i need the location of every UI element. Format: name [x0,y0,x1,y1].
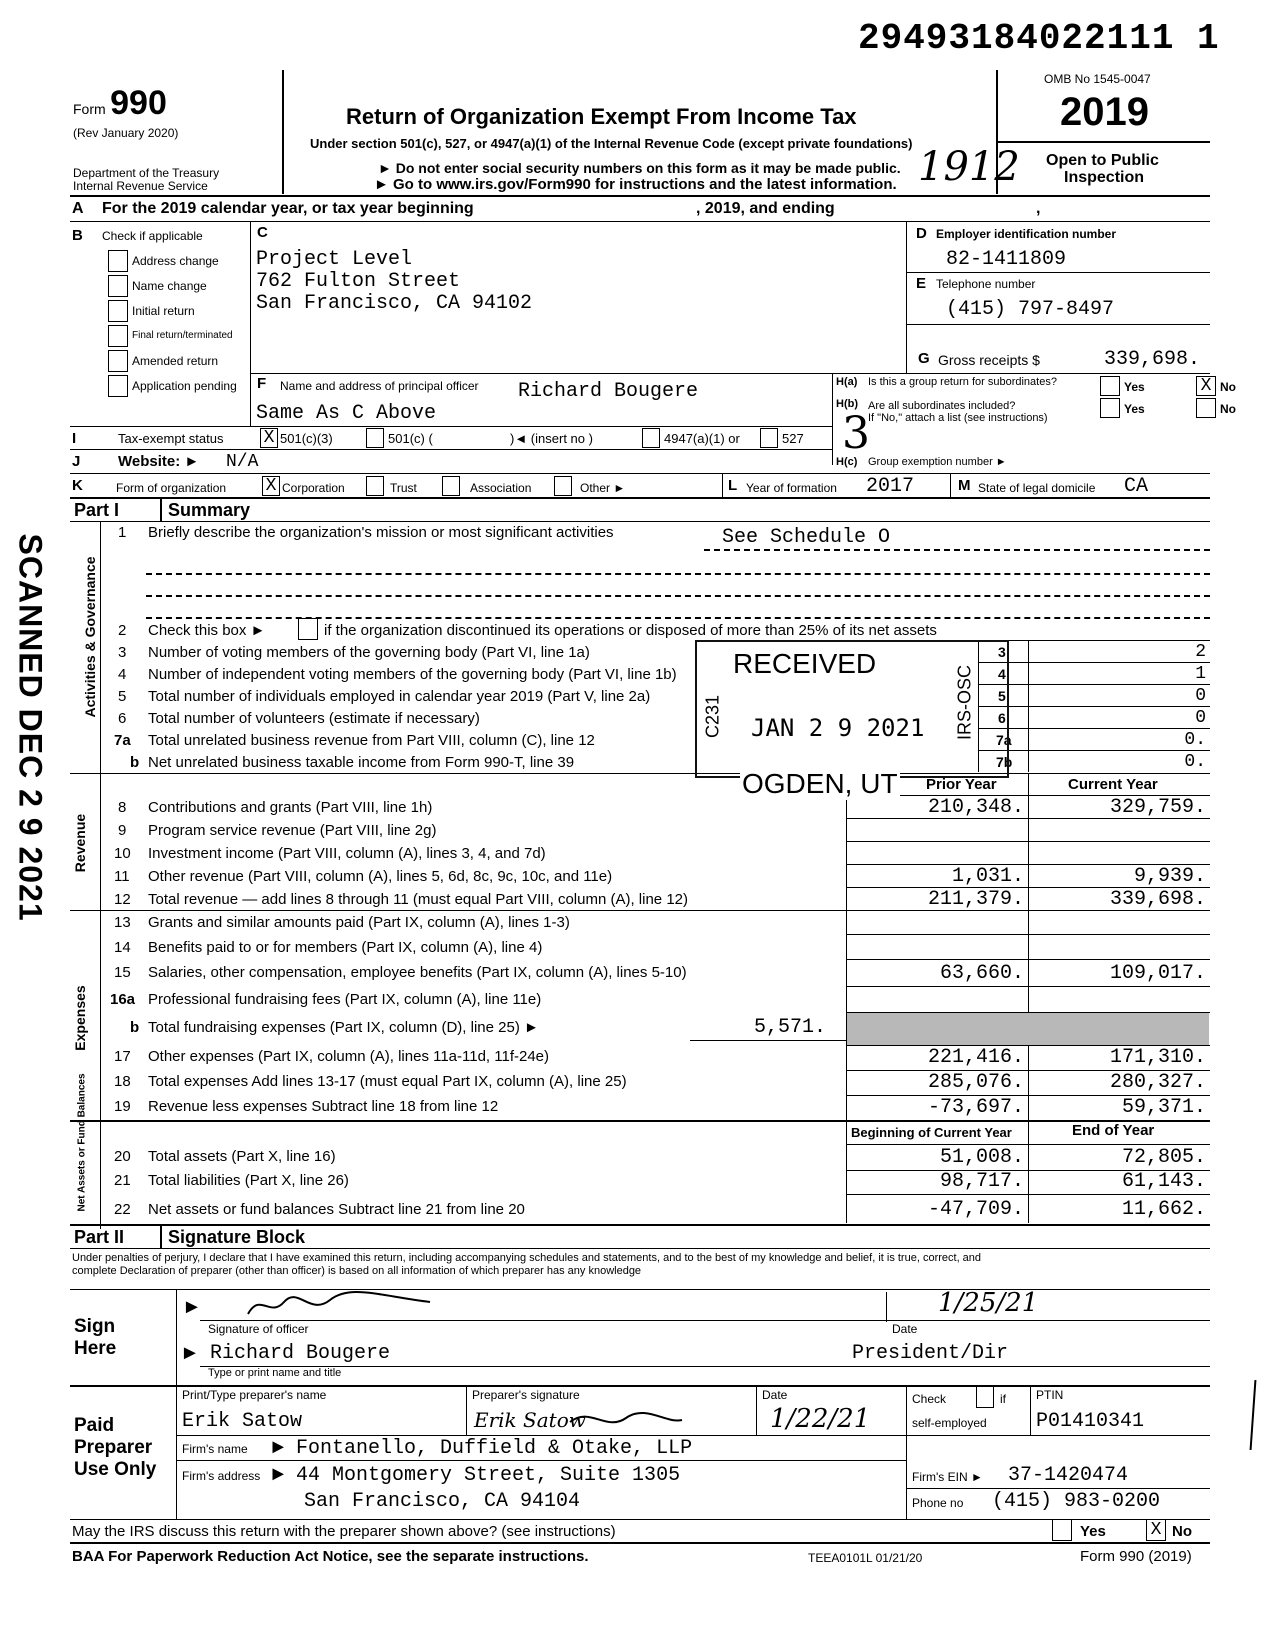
line-i-title: Tax-exempt status [118,431,224,446]
line-m-title: State of legal domicile [978,481,1096,495]
footer-code: TEEA0101L 01/21/20 [808,1551,923,1565]
firm-address-label: Firm's address [182,1469,261,1483]
self-employed-label: self-employed [912,1416,987,1430]
section-b-label: B [72,227,83,244]
line20-end: 72,805. [1121,1146,1206,1169]
header-divider-left [282,70,284,194]
h-a-label: H(a) [836,376,858,388]
col-beginning-of-year: Beginning of Current Year [851,1125,1012,1140]
officer-sign-date: 1/25/21 [938,1288,1039,1318]
part2-title: Signature Block [168,1227,306,1247]
preparer-name-label: Print/Type preparer's name [182,1388,327,1402]
principal-officer-address: Same As C Above [256,402,437,425]
line10-text: Investment income (Part VIII, column (A), lines 3, 4, and 7d) [148,845,546,862]
part1-title: Summary [168,500,251,520]
firm-name-label: Firm's name [182,1442,248,1456]
line11-current: 9,939. [1133,865,1206,888]
use-only-label: Use Only [74,1459,157,1480]
section-g-label: G [918,350,930,367]
footer-form: Form 990 (2019) [1080,1548,1192,1565]
h-a-no-checkbox[interactable]: X [1196,376,1216,396]
received-stamp [695,640,1009,778]
line16a-text: Professional fundraising fees (Part IX, column (A), line 11e) [148,991,542,1008]
check-label-amended-return: Amended return [132,354,219,368]
preparer-phone: (415) 983-0200 [992,1490,1161,1513]
preparer-signature: Erik Satow [474,1408,586,1432]
line-l-label: L [728,477,738,494]
omb-number: OMB No 1545-0047 [1044,72,1151,86]
organization-city: San Francisco, CA 94102 [256,292,533,315]
state-of-domicile: CA [1124,475,1149,498]
ptin-label: PTIN [1036,1388,1064,1402]
line7b-text: Net unrelated business taxable income from Form 990-T, line 39 [148,754,575,771]
preparer-date-label: Date [762,1388,788,1402]
principal-officer-name: Richard Bougere [518,380,699,403]
line13-text: Grants and similar amounts paid (Part IX, column (A), lines 1-3) [148,914,570,931]
line21-end: 61,143. [1121,1170,1206,1193]
tax-year: 2019 [1060,90,1149,134]
line1-text: Briefly describe the organization's mission or most significant activities [148,524,614,541]
line22-end: 11,662. [1121,1198,1206,1221]
line18-current: 280,327. [1109,1071,1206,1094]
part2-label: Part II [74,1227,125,1247]
arrow-icon: ► [182,1296,202,1318]
section-f-title: Name and address of principal officer [280,379,479,393]
section-d-title: Employer identification number [936,227,1117,241]
line-j-label: J [72,453,81,470]
officer-signature [240,1288,440,1322]
section-d-label: D [916,225,927,242]
handwritten-3: 3 [842,408,870,459]
line5-text: Total number of individuals employed in calendar year 2019 (Part V, line 2a) [148,688,651,705]
firm-ein-label: Firm's EIN ► [912,1470,983,1484]
line16b-value: 5,571. [754,1016,827,1039]
line12-prior: 211,379. [927,888,1024,911]
line3-text: Number of voting members of the governing body (Part VI, line 1a) [148,644,590,661]
website-notice: ► Go to www.irs.gov/Form990 for instructions and the latest information. [374,176,897,193]
form-subtitle: Under section 501(c), 527, or 4947(a)(1) of the Internal Revenue Code (except private foundations) [310,136,913,151]
firm-address-line2: San Francisco, CA 94104 [304,1490,581,1513]
sign-here-label-1: Sign [74,1316,116,1337]
officer-printed-name: Richard Bougere [210,1342,391,1365]
phone-label: Phone no [912,1496,964,1510]
line8-prior: 210,348. [927,796,1024,819]
line8-text: Contributions and grants (Part VIII, line 1h) [148,799,433,816]
line16b-text: Total fundraising expenses (Part IX, column (D), line 25) ► [148,1019,539,1036]
line9-text: Program service revenue (Part VIII, line 2g) [148,822,437,839]
stamp-received-text: RECEIVED [733,648,877,679]
checkbox-association[interactable] [442,476,460,496]
checkbox-corporation[interactable]: X [262,476,280,496]
section-c-label: C [257,224,268,241]
line17-prior: 221,416. [927,1046,1024,1069]
margin-mark [1250,1380,1257,1450]
line-k-title: Form of organization [116,481,227,495]
line22-text: Net assets or fund balances Subtract line 21 from line 20 [148,1201,525,1218]
check-label-address-change: Address change [132,254,219,268]
line21-begin: 98,717. [939,1170,1024,1193]
side-label-expenses: Expenses [72,985,88,1051]
line7a-text: Total unrelated business revenue from Part VIII, column (C), line 12 [148,732,595,749]
h-c-label: H(c) [836,456,858,468]
signature-of-officer-label: Signature of officer [208,1322,309,1336]
col-prior-year: Prior Year [926,776,997,793]
line6-text: Total number of volunteers (estimate if necessary) [148,710,480,727]
checkbox-501c3[interactable]: X [260,428,278,448]
line-l-title: Year of formation [746,481,837,495]
h-b-text: Are all subordinates included? [868,400,1016,412]
organization-street: 762 Fulton Street [256,270,461,293]
line15-prior: 63,660. [939,962,1024,985]
line7a-value: 0. [1184,730,1206,750]
h-a-yes-checkbox[interactable] [1100,376,1120,396]
website-value: N/A [226,452,259,472]
discuss-yes-checkbox[interactable] [1052,1519,1072,1541]
gross-receipts-value: 339,698. [1104,348,1201,371]
year-of-formation: 2017 [866,475,915,498]
h-a-text: Is this a group return for subordinates? [868,376,1057,388]
line6-value: 0 [1195,708,1206,728]
line11-prior: 1,031. [951,865,1024,888]
inspection: Inspection [1064,169,1145,186]
line-a-mid: , 2019, and ending [696,200,835,217]
line-j-title: Website: ► [118,453,200,470]
line17-current: 171,310. [1109,1046,1206,1069]
checkbox-4947[interactable] [642,428,660,448]
check-label-name-change: Name change [132,279,207,293]
stamp-date: JAN 2 9 2021 [751,714,925,742]
line15-current: 109,017. [1109,962,1206,985]
checkbox-address-change[interactable] [108,250,128,272]
line14-text: Benefits paid to or for members (Part IX, column (A), line 4) [148,939,543,956]
firm-name: ► Fontanello, Duffield & Otake, LLP [272,1437,693,1460]
section-f-label: F [257,375,267,392]
penalty-text-2: complete Declaration of preparer (other than officer) is based on all information of which preparer has any knowledge [72,1265,642,1277]
mission-value: See Schedule O [722,526,891,549]
h-c-text: Group exemption number ► [868,456,1007,468]
preparer-label: Preparer [74,1437,153,1458]
ptin-value: P01410341 [1036,1410,1145,1433]
discuss-no-checkbox[interactable]: X [1146,1519,1166,1541]
line18-prior: 285,076. [927,1071,1024,1094]
line12-text: Total revenue — add lines 8 through 11 (must equal Part VIII, column (A), line 12) [148,891,688,908]
check-label-application-pending: Application pending [132,379,237,393]
section-e-label: E [916,275,927,292]
open-to-public: Open to Public [1046,152,1159,169]
footer-baa: BAA For Paperwork Reduction Act Notice, see the separate instructions. [72,1548,589,1565]
side-label-net-assets: Net Assets or Fund Balances [76,1073,88,1212]
line3-value: 2 [1195,642,1206,662]
firm-ein: 37-1420474 [1008,1464,1129,1487]
line-a-text: For the 2019 calendar year, or tax year beginning [102,200,474,217]
scanned-stamp: SCANNED DEC 2 9 2021 [12,533,49,922]
h-b-no-checkbox[interactable] [1196,398,1216,418]
arrow-icon: ► [180,1342,200,1364]
gross-receipts-label: Gross receipts $ [938,352,1040,368]
checkbox-name-change[interactable] [108,275,128,297]
h-b-note: If "No," attach a list (see instructions) [868,412,1048,424]
line19-prior: -73,697. [927,1096,1024,1119]
line17-text: Other expenses (Part IX, column (A), lines 11a-11d, 11f-24e) [148,1048,550,1065]
form-label: Form 990 [73,84,167,122]
line-a-label: A [72,200,84,217]
side-label-revenue: Revenue [72,813,88,873]
stamp-city: OGDEN, UT [742,768,898,799]
line22-begin: -47,709. [927,1198,1024,1221]
officer-title: President/Dir [852,1342,1009,1365]
self-employed-checkbox[interactable] [976,1386,994,1408]
preparer-name: Erik Satow [182,1410,303,1433]
type-or-print-label: Type or print name and title [208,1367,342,1379]
section-e-title: Telephone number [936,277,1036,291]
checkbox-initial-return[interactable] [108,300,128,322]
date-label: Date [892,1322,918,1336]
checkbox-527[interactable] [760,428,778,448]
line20-begin: 51,008. [939,1146,1024,1169]
col-end-of-year: End of Year [1072,1122,1155,1139]
line20-text: Total assets (Part X, line 16) [148,1148,336,1165]
telephone-number: (415) 797-8497 [946,298,1115,321]
line16b-shaded [847,1013,1209,1045]
checkbox-final-return[interactable] [108,325,128,347]
line-i-label: I [72,430,77,447]
line7b-value: 0. [1184,752,1206,772]
stamp-side-right: IRS-OSC [954,665,975,741]
line15-text: Salaries, other compensation, employee benefits (Part IX, column (A), lines 5-10) [148,964,687,981]
col-current-year: Current Year [1068,776,1158,793]
line4-text: Number of independent voting members of the governing body (Part VI, line 1b) [148,666,677,683]
handwritten-note: 1912 [918,144,1020,190]
penalty-text-1: Under penalties of perjury, I declare that I have examined this return, including accompanying schedules and statements, and to the best of my knowledge and belief, it is true, correct, and [72,1252,982,1264]
form-title: Return of Organization Exempt From Income Tax [346,104,857,129]
firm-address-line1: ► 44 Montgomery Street, Suite 1305 [272,1464,681,1487]
stamp-side-left: C231 [702,694,723,739]
sign-here-label-2: Here [74,1338,117,1359]
preparer-date: 1/22/21 [770,1404,871,1434]
form-revision: (Rev January 2020) [73,126,179,140]
checkbox-other[interactable] [554,476,572,496]
ssn-notice: ► Do not enter social security numbers on this form as it may be made public. [378,160,901,176]
checkbox-amended-return[interactable] [108,350,128,372]
line-k-label: K [72,477,83,494]
checkbox-application-pending[interactable] [108,375,128,397]
side-label-governance: Activities & Governance [82,556,98,718]
employer-id-number: 82-1411809 [946,248,1067,271]
line19-current: 59,371. [1121,1096,1206,1119]
part1-label: Part I [74,500,120,520]
line12-current: 339,698. [1109,888,1206,911]
h-b-yes-checkbox[interactable] [1100,398,1120,418]
line5-value: 0 [1195,686,1206,706]
preparer-signature-flourish [566,1404,686,1434]
checkbox-501c[interactable] [366,428,384,448]
h-b-label: H(b) [836,398,858,410]
line2-text: Check this box ► [148,622,266,639]
checkbox-trust[interactable] [366,476,384,496]
check-label: Check [912,1392,947,1406]
discuss-question: May the IRS discuss this return with the preparer shown above? (see instructions) [72,1523,616,1540]
line8-current: 329,759. [1109,796,1206,819]
organization-name: Project Level [256,248,413,271]
line19-text: Revenue less expenses Subtract line 18 from line 12 [148,1098,499,1115]
line21-text: Total liabilities (Part X, line 26) [148,1172,349,1189]
department-line2: Internal Revenue Service [73,179,208,193]
check-label-initial-return: Initial return [132,304,195,318]
section-b-title: Check if applicable [102,229,203,243]
preparer-signature-label: Preparer's signature [472,1388,580,1402]
line18-text: Total expenses Add lines 13-17 (must equal Part IX, column (A), line 25) [148,1073,627,1090]
paid-label: Paid [74,1415,115,1436]
checkbox-discontinued[interactable] [298,618,318,640]
line4-value: 1 [1195,664,1206,684]
department-line1: Department of the Treasury [73,166,220,180]
line11-text: Other revenue (Part VIII, column (A), lines 5, 6d, 8c, 9c, 10c, and 11e) [148,868,613,885]
form-number: 990 [110,84,167,122]
line-a-end: , [1036,200,1041,217]
document-locator-number: 29493184022111 1 [858,18,1220,59]
line-m-label: M [958,477,971,494]
check-label-final-return: Final return/terminated [132,330,233,341]
